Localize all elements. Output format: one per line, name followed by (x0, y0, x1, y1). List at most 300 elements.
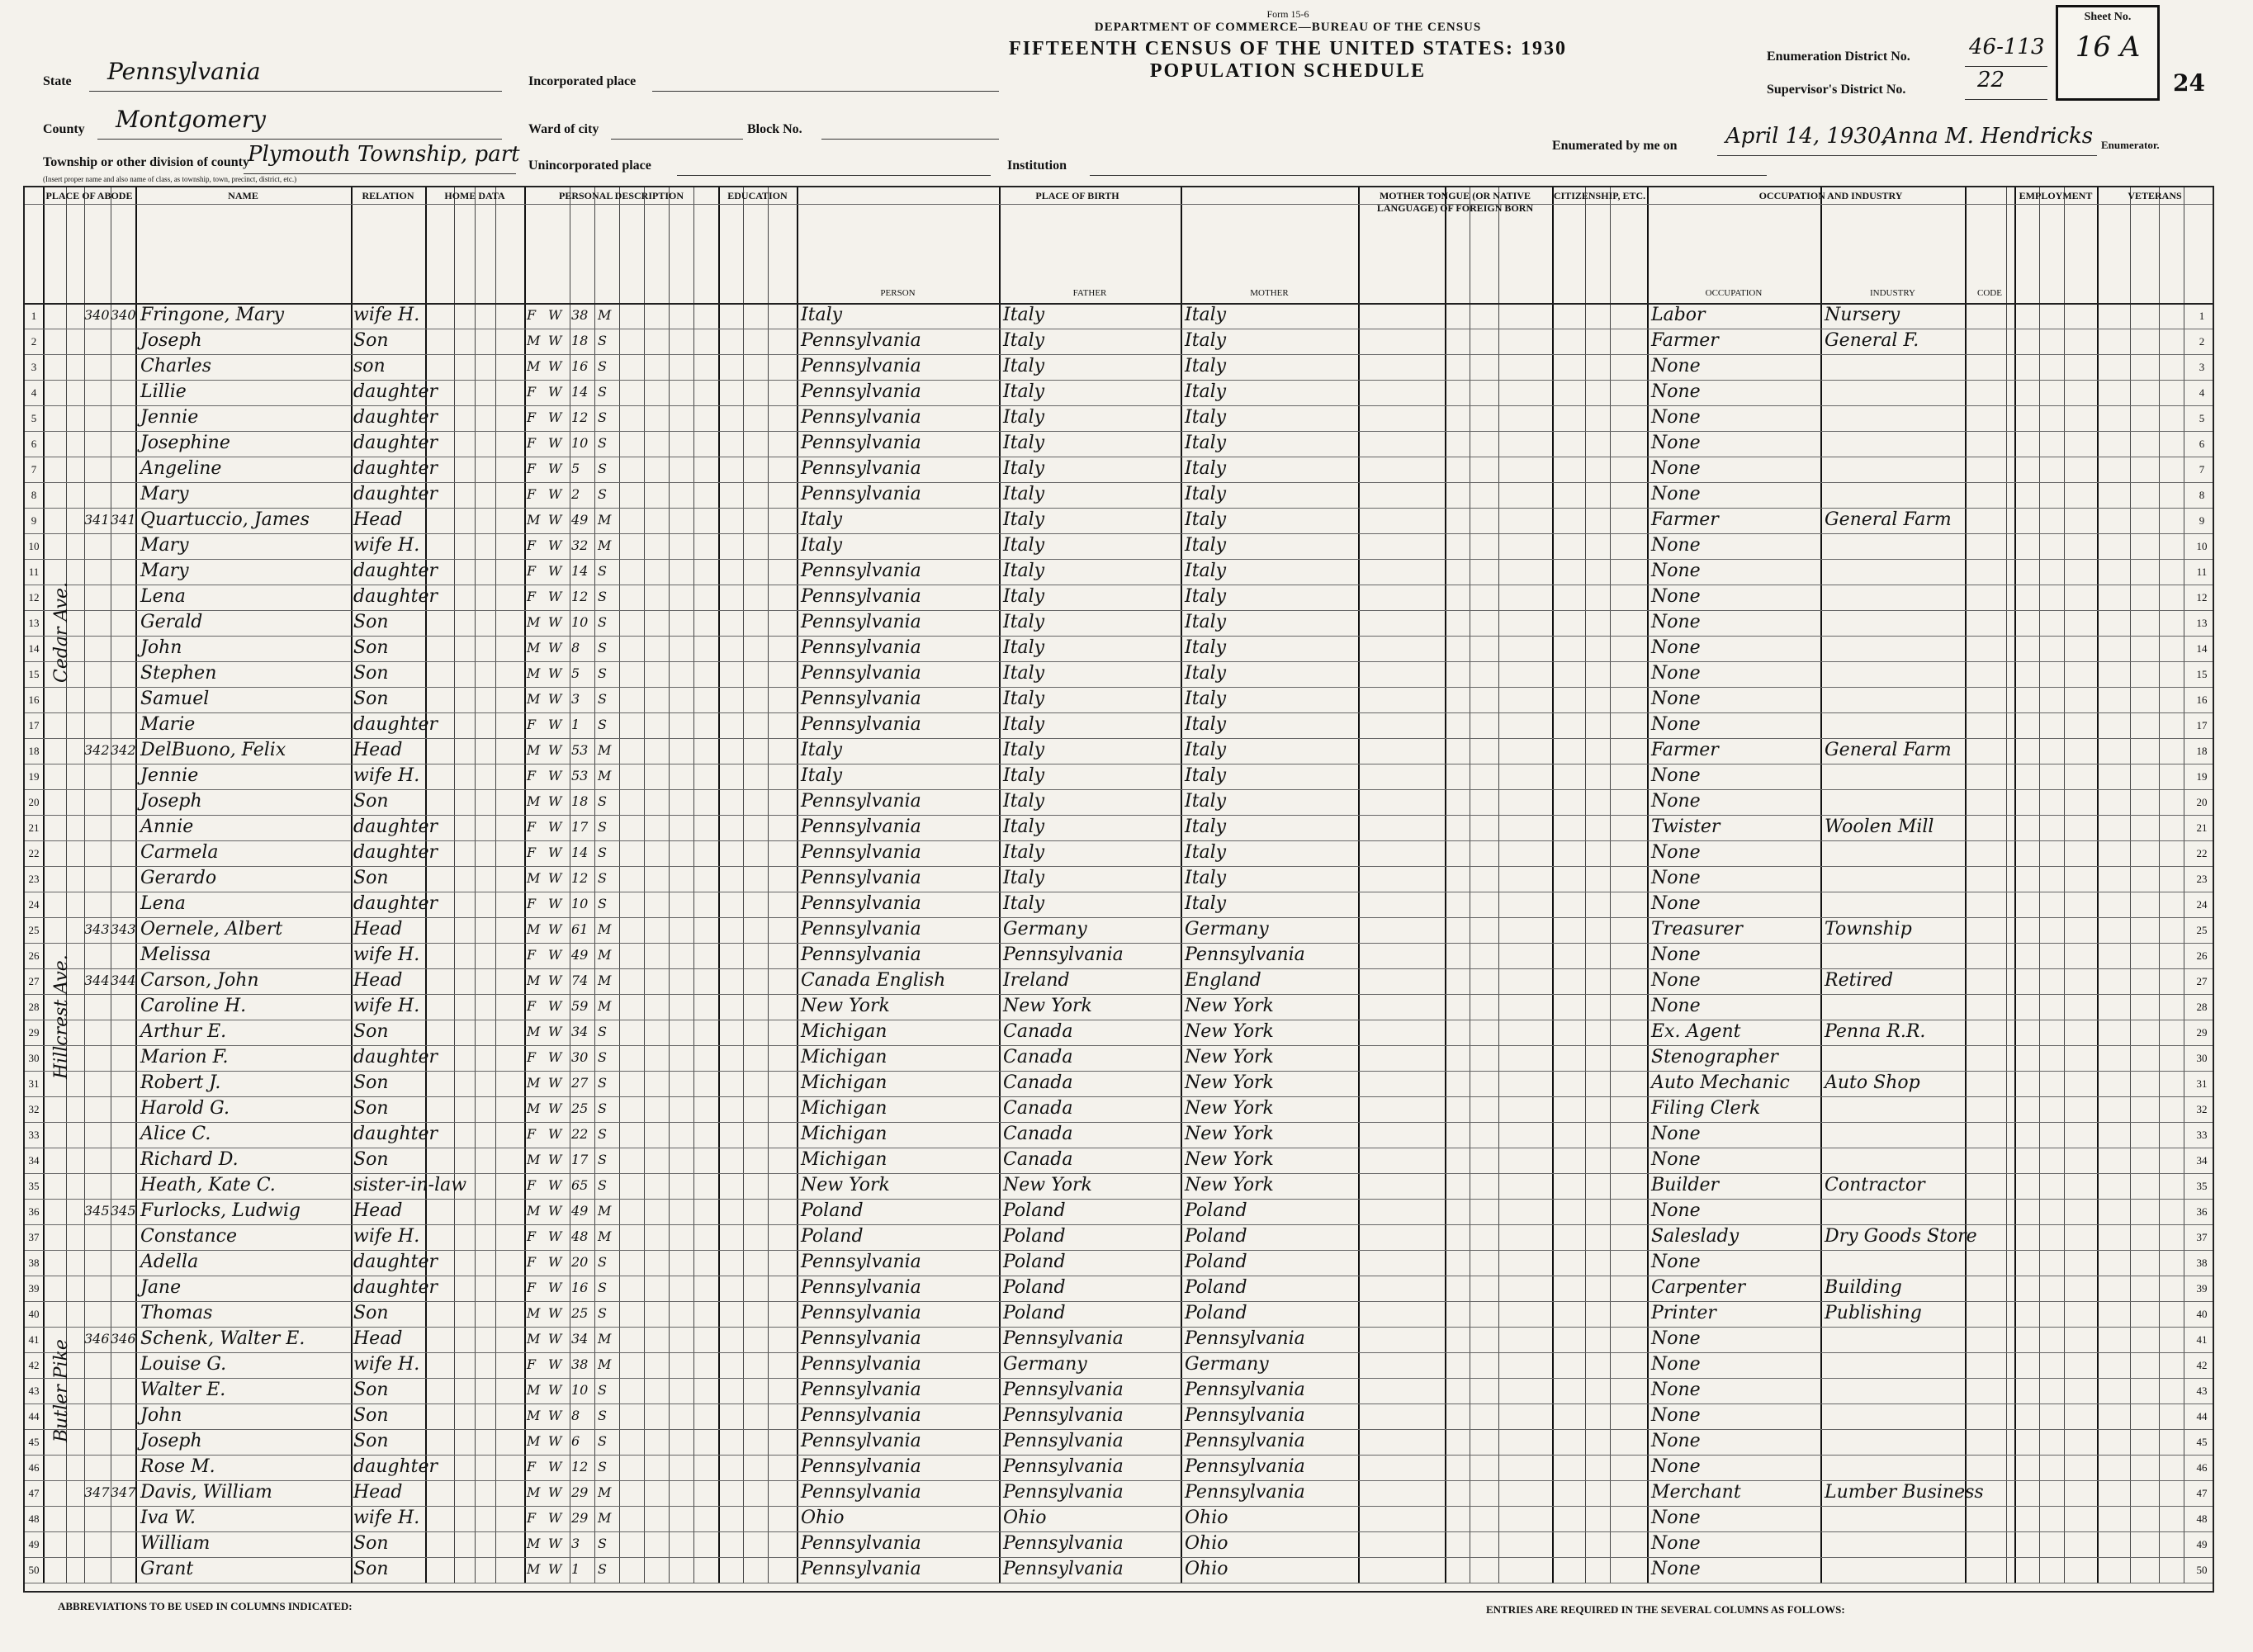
marital-status: S (598, 1382, 607, 1398)
person-name: Davis, William (140, 1482, 272, 1503)
occupation: Ex. Agent (1651, 1021, 1741, 1042)
age: 3 (571, 1536, 580, 1551)
race: W (548, 1101, 562, 1116)
marital-status: S (598, 1254, 607, 1270)
age: 25 (571, 1101, 589, 1116)
birthplace: Pennsylvania (801, 1328, 921, 1349)
person-name: Caroline H. (140, 996, 247, 1016)
age: 59 (571, 998, 589, 1014)
race: W (548, 845, 562, 860)
relation: Son (353, 1533, 389, 1554)
age: 8 (571, 1408, 580, 1423)
father-birthplace: Canada (1003, 1047, 1073, 1067)
race: W (548, 307, 562, 323)
father-birthplace: Canada (1003, 1021, 1073, 1042)
mother-birthplace: Italy (1185, 765, 1227, 786)
sex: M (527, 921, 541, 937)
age: 38 (571, 1356, 589, 1372)
father-birthplace: Pennsylvania (1003, 1431, 1124, 1451)
marital-status: M (598, 1228, 612, 1244)
row-number: 25 (28, 924, 40, 936)
column-divider (999, 187, 1001, 1583)
column-divider (797, 187, 798, 1583)
marital-status: S (598, 1024, 607, 1039)
father-birthplace: Italy (1003, 893, 1045, 914)
sex: F (527, 1228, 537, 1244)
street-label-hillcrest: Hillcrest Ave. (51, 954, 72, 1079)
incorporated-place-label: Incorporated place (528, 74, 637, 88)
father-birthplace: Pennsylvania (1003, 1328, 1124, 1349)
person-name: Richard D. (140, 1149, 239, 1170)
occupation: None (1651, 1431, 1701, 1451)
person-name: DelBuono, Felix (140, 740, 286, 760)
row-number: 14 (2196, 642, 2208, 655)
occupation: Saleslady (1651, 1226, 1739, 1247)
mother-birthplace: Italy (1185, 356, 1227, 376)
sex: F (527, 1459, 537, 1474)
race: W (548, 1356, 562, 1372)
age: 10 (571, 1382, 589, 1398)
mother-birthplace: Italy (1185, 689, 1227, 709)
relation: Son (353, 1098, 389, 1119)
row-number: 43 (2196, 1385, 2208, 1397)
marital-status: S (598, 1433, 607, 1449)
relation: daughter (353, 484, 438, 504)
father-birthplace: Italy (1003, 637, 1045, 658)
row-number: 24 (28, 898, 40, 911)
sex: M (527, 1382, 541, 1398)
sex: M (527, 1203, 541, 1219)
father-birthplace: Canada (1003, 1072, 1073, 1093)
person-name: Lena (140, 893, 186, 914)
mother-birthplace: Italy (1185, 330, 1227, 351)
birthplace: Pennsylvania (801, 663, 921, 684)
column-divider (2006, 187, 2007, 1583)
birthplace: Pennsylvania (801, 381, 921, 402)
age: 10 (571, 614, 589, 630)
person-name: Gerald (140, 612, 203, 632)
race: W (548, 1433, 562, 1449)
birthplace: Italy (801, 535, 843, 556)
father-birthplace: Italy (1003, 791, 1045, 812)
enumerator-label: Enumerator. (2101, 139, 2160, 151)
relation: daughter (353, 1252, 438, 1272)
row-number: 32 (28, 1103, 40, 1115)
father-birthplace: Italy (1003, 305, 1045, 325)
sex: M (527, 1536, 541, 1551)
relation: wife H. (353, 305, 420, 325)
father-birthplace: Germany (1003, 919, 1087, 940)
person-name: Angeline (140, 458, 222, 479)
mother-birthplace: Poland (1185, 1277, 1247, 1298)
occupation: Farmer (1651, 330, 1719, 351)
mother-birthplace: Germany (1185, 1354, 1269, 1375)
sex: M (527, 870, 541, 886)
marital-status: M (598, 1484, 612, 1500)
column-divider (351, 187, 353, 1583)
mother-birthplace: New York (1185, 1149, 1274, 1170)
mother-birthplace: New York (1185, 1072, 1274, 1093)
father-birthplace: Pennsylvania (1003, 1456, 1124, 1477)
row-number: 46 (28, 1461, 40, 1474)
row-number: 44 (2196, 1410, 2208, 1422)
column-divider (1647, 187, 1649, 1583)
mother-birthplace: New York (1185, 1124, 1274, 1144)
birthplace: Michigan (801, 1124, 887, 1144)
father-birthplace: Canada (1003, 1149, 1073, 1170)
row-number: 48 (2196, 1512, 2208, 1525)
age: 65 (571, 1177, 589, 1193)
sex: M (527, 1152, 541, 1167)
column-header-code: CODE (1977, 288, 2002, 298)
race: W (548, 819, 562, 835)
birthplace: Pennsylvania (801, 1533, 921, 1554)
mother-birthplace: Italy (1185, 305, 1227, 325)
industry: General Farm (1825, 509, 1952, 530)
institution-label: Institution (1007, 159, 1067, 173)
race: W (548, 333, 562, 348)
age: 3 (571, 691, 580, 707)
relation: Son (353, 663, 389, 684)
group-header: PERSONAL DESCRIPTION (558, 190, 684, 201)
block-label: Block No. (747, 122, 802, 136)
age: 8 (571, 640, 580, 656)
age: 12 (571, 409, 589, 425)
row-number: 20 (28, 796, 40, 808)
column-divider (1585, 187, 1586, 1583)
relation: wife H. (353, 1354, 420, 1375)
person-name: Thomas (140, 1303, 213, 1323)
age: 61 (571, 921, 589, 937)
relation: wife H. (353, 996, 420, 1016)
birthplace: Michigan (801, 1021, 887, 1042)
father-birthplace: Italy (1003, 535, 1045, 556)
row-number: 18 (28, 745, 40, 757)
row-number: 13 (28, 617, 40, 629)
sex: M (527, 1331, 541, 1347)
marital-status: S (598, 691, 607, 707)
marital-status: S (598, 1536, 607, 1551)
age: 49 (571, 947, 589, 963)
mother-birthplace: Pennsylvania (1185, 944, 1305, 965)
birthplace: Pennsylvania (801, 689, 921, 709)
family-number: 346 (111, 1331, 136, 1347)
race: W (548, 998, 562, 1014)
person-name: Schenk, Walter E. (140, 1328, 305, 1349)
state-label: State (43, 74, 72, 88)
industry: General Farm (1825, 740, 1952, 760)
column-divider (524, 187, 526, 1583)
father-birthplace: Italy (1003, 561, 1045, 581)
birthplace: Pennsylvania (801, 1482, 921, 1503)
father-birthplace: Italy (1003, 407, 1045, 428)
group-header: EMPLOYMENT (2019, 190, 2093, 201)
row-number: 8 (2199, 489, 2205, 501)
race: W (548, 1408, 562, 1423)
race: W (548, 1561, 562, 1577)
occupation: None (1651, 970, 1701, 991)
father-birthplace: Italy (1003, 868, 1045, 888)
sex: F (527, 947, 537, 963)
marital-status: S (598, 1049, 607, 1065)
row-number: 27 (2196, 975, 2208, 987)
enumerated-label: Enumerated by me on (1552, 139, 1678, 153)
mother-birthplace: Italy (1185, 458, 1227, 479)
column-divider (135, 187, 137, 1583)
row-number: 11 (28, 566, 40, 578)
race: W (548, 461, 562, 476)
industry: Retired (1825, 970, 1894, 991)
column-divider (743, 187, 744, 1583)
row-number: 9 (2199, 514, 2205, 527)
birthplace: Michigan (801, 1072, 887, 1093)
age: 17 (571, 1152, 589, 1167)
occupation: None (1651, 1456, 1701, 1477)
relation: Son (353, 868, 389, 888)
birthplace: Pennsylvania (801, 484, 921, 504)
birthplace: Pennsylvania (801, 842, 921, 863)
marital-status: M (598, 973, 612, 988)
mother-birthplace: Italy (1185, 893, 1227, 914)
father-birthplace: Poland (1003, 1200, 1066, 1221)
age: 12 (571, 1459, 589, 1474)
marital-status: S (598, 640, 607, 656)
row-number: 17 (2196, 719, 2208, 731)
column-divider (594, 187, 595, 1583)
group-header: HOME DATA (444, 190, 505, 201)
industry: Lumber Business (1825, 1482, 1984, 1503)
race: W (548, 1510, 562, 1526)
column-divider (1965, 187, 1967, 1583)
row-number: 34 (28, 1154, 40, 1167)
schedule-grid (23, 186, 2214, 1593)
supervisor-district-value: 22 (1977, 68, 2005, 92)
race: W (548, 589, 562, 604)
relation: Head (353, 919, 403, 940)
row-number: 38 (28, 1257, 40, 1269)
person-name: Alice C. (140, 1124, 211, 1144)
group-separator (25, 204, 2213, 205)
age: 16 (571, 358, 589, 374)
sex: M (527, 665, 541, 681)
occupation: None (1651, 663, 1701, 684)
marital-status: M (598, 1331, 612, 1347)
row-number: 9 (31, 514, 37, 527)
marital-status: S (598, 461, 607, 476)
person-name: John (140, 637, 182, 658)
age: 14 (571, 384, 589, 400)
row-number: 1 (31, 310, 37, 322)
column-divider (495, 187, 496, 1583)
race: W (548, 768, 562, 783)
person-name: Lillie (140, 381, 187, 402)
sex: M (527, 640, 541, 656)
column-divider (1181, 187, 1182, 1583)
age: 74 (571, 973, 589, 988)
person-name: Quartuccio, James (140, 509, 310, 530)
age: 14 (571, 563, 589, 579)
dwelling-number: 344 (84, 973, 110, 988)
occupation: None (1651, 944, 1701, 965)
group-header: RELATION (362, 190, 414, 201)
age: 29 (571, 1510, 589, 1526)
column-header-father: FATHER (1072, 288, 1107, 298)
township-note: (Insert proper name and also name of class, as township, town, precinct, district, etc.) (43, 175, 297, 183)
relation: wife H. (353, 1226, 420, 1247)
race: W (548, 1484, 562, 1500)
birthplace: Pennsylvania (801, 1380, 921, 1400)
occupation: None (1651, 1405, 1701, 1426)
age: 1 (571, 717, 580, 732)
birthplace: Pennsylvania (801, 637, 921, 658)
birthplace: Pennsylvania (801, 893, 921, 914)
person-name: Robert J. (140, 1072, 221, 1093)
industry: Contractor (1825, 1175, 1925, 1195)
sex: M (527, 1101, 541, 1116)
relation: Son (353, 791, 389, 812)
person-name: Arthur E. (140, 1021, 227, 1042)
row-number: 33 (2196, 1129, 2208, 1141)
occupation: None (1651, 1328, 1701, 1349)
person-name: Jennie (140, 407, 199, 428)
sex: F (527, 845, 537, 860)
street-label-cedar: Cedar Ave. (51, 582, 72, 683)
industry: Auto Shop (1825, 1072, 1920, 1093)
sex: F (527, 998, 537, 1014)
sex: M (527, 1305, 541, 1321)
row-number: 36 (28, 1205, 40, 1218)
age: 30 (571, 1049, 589, 1065)
father-birthplace: Pennsylvania (1003, 1405, 1124, 1426)
row-number: 45 (28, 1436, 40, 1448)
mother-birthplace: Italy (1185, 637, 1227, 658)
age: 16 (571, 1280, 589, 1295)
row-number: 14 (28, 642, 40, 655)
mother-birthplace: Italy (1185, 714, 1227, 735)
age: 12 (571, 870, 589, 886)
relation: wife H. (353, 1508, 420, 1528)
column-divider (1610, 187, 1611, 1583)
row-number: 5 (31, 412, 37, 424)
page-number: 24 (2173, 69, 2205, 97)
industry: Building (1825, 1277, 1902, 1298)
row-number: 4 (2199, 386, 2205, 399)
father-birthplace: Canada (1003, 1124, 1073, 1144)
person-name: Constance (140, 1226, 238, 1247)
relation: Son (353, 1559, 389, 1579)
father-birthplace: Italy (1003, 714, 1045, 735)
mother-birthplace: Poland (1185, 1200, 1247, 1221)
person-name: Oernele, Albert (140, 919, 283, 940)
person-name: Charles (140, 356, 211, 376)
race: W (548, 563, 562, 579)
father-birthplace: Italy (1003, 484, 1045, 504)
sex: M (527, 614, 541, 630)
birthplace: Pennsylvania (801, 407, 921, 428)
race: W (548, 512, 562, 528)
relation: Son (353, 1072, 389, 1093)
column-divider (1498, 187, 1499, 1583)
marital-status: S (598, 589, 607, 604)
occupation: Stenographer (1651, 1047, 1778, 1067)
occupation: None (1651, 1533, 1701, 1554)
relation: daughter (353, 1456, 438, 1477)
row-number: 17 (28, 719, 40, 731)
race: W (548, 742, 562, 758)
row-number: 2 (31, 335, 37, 348)
row-number: 25 (2196, 924, 2208, 936)
age: 48 (571, 1228, 589, 1244)
race: W (548, 1126, 562, 1142)
sex: F (527, 717, 537, 732)
birthplace: Ohio (801, 1508, 845, 1528)
marital-status: S (598, 409, 607, 425)
race: W (548, 1459, 562, 1474)
occupation: Labor (1651, 305, 1706, 325)
dwelling-number: 346 (84, 1331, 110, 1347)
family-number: 345 (111, 1203, 136, 1219)
relation: daughter (353, 714, 438, 735)
sex: F (527, 1356, 537, 1372)
age: 1 (571, 1561, 580, 1577)
row-number: 33 (28, 1129, 40, 1141)
abbreviations-footer (33, 1592, 2221, 1650)
person-name: Carson, John (140, 970, 259, 991)
column-divider (1445, 187, 1446, 1583)
marital-status: M (598, 742, 612, 758)
person-name: Joseph (140, 1431, 202, 1451)
person-name: Annie (140, 817, 194, 837)
marital-status: S (598, 819, 607, 835)
row-number: 31 (28, 1077, 40, 1090)
state-value: Pennsylvania (107, 58, 261, 85)
father-birthplace: Italy (1003, 817, 1045, 837)
family-number: 343 (111, 921, 136, 937)
relation: daughter (353, 1047, 438, 1067)
age: 14 (571, 845, 589, 860)
marital-status: M (598, 1203, 612, 1219)
occupation: None (1651, 689, 1701, 709)
father-birthplace: Pennsylvania (1003, 1533, 1124, 1554)
column-divider (2159, 187, 2160, 1583)
sex: F (527, 1280, 537, 1295)
mother-birthplace: New York (1185, 1047, 1274, 1067)
row-number: 15 (28, 668, 40, 680)
occupation: None (1651, 407, 1701, 428)
dwelling-number: 347 (84, 1484, 110, 1500)
occupation: None (1651, 1200, 1701, 1221)
person-name: Furlocks, Ludwig (140, 1200, 301, 1221)
column-divider (768, 187, 769, 1583)
age: 12 (571, 589, 589, 604)
sex: F (527, 819, 537, 835)
row-number: 46 (2196, 1461, 2208, 1474)
birthplace: Michigan (801, 1047, 887, 1067)
mother-birthplace: Ohio (1185, 1508, 1228, 1528)
mother-birthplace: Italy (1185, 561, 1227, 581)
relation: Son (353, 1380, 389, 1400)
birthplace: Italy (801, 740, 843, 760)
occupation: None (1651, 612, 1701, 632)
birthplace: Pennsylvania (801, 356, 921, 376)
column-divider (2130, 187, 2131, 1583)
person-name: William (140, 1533, 211, 1554)
age: 22 (571, 1126, 589, 1142)
mother-birthplace: New York (1185, 1021, 1274, 1042)
sheet-value: 16 A (2075, 31, 2141, 64)
row-number: 35 (2196, 1180, 2208, 1192)
person-name: Walter E. (140, 1380, 226, 1400)
